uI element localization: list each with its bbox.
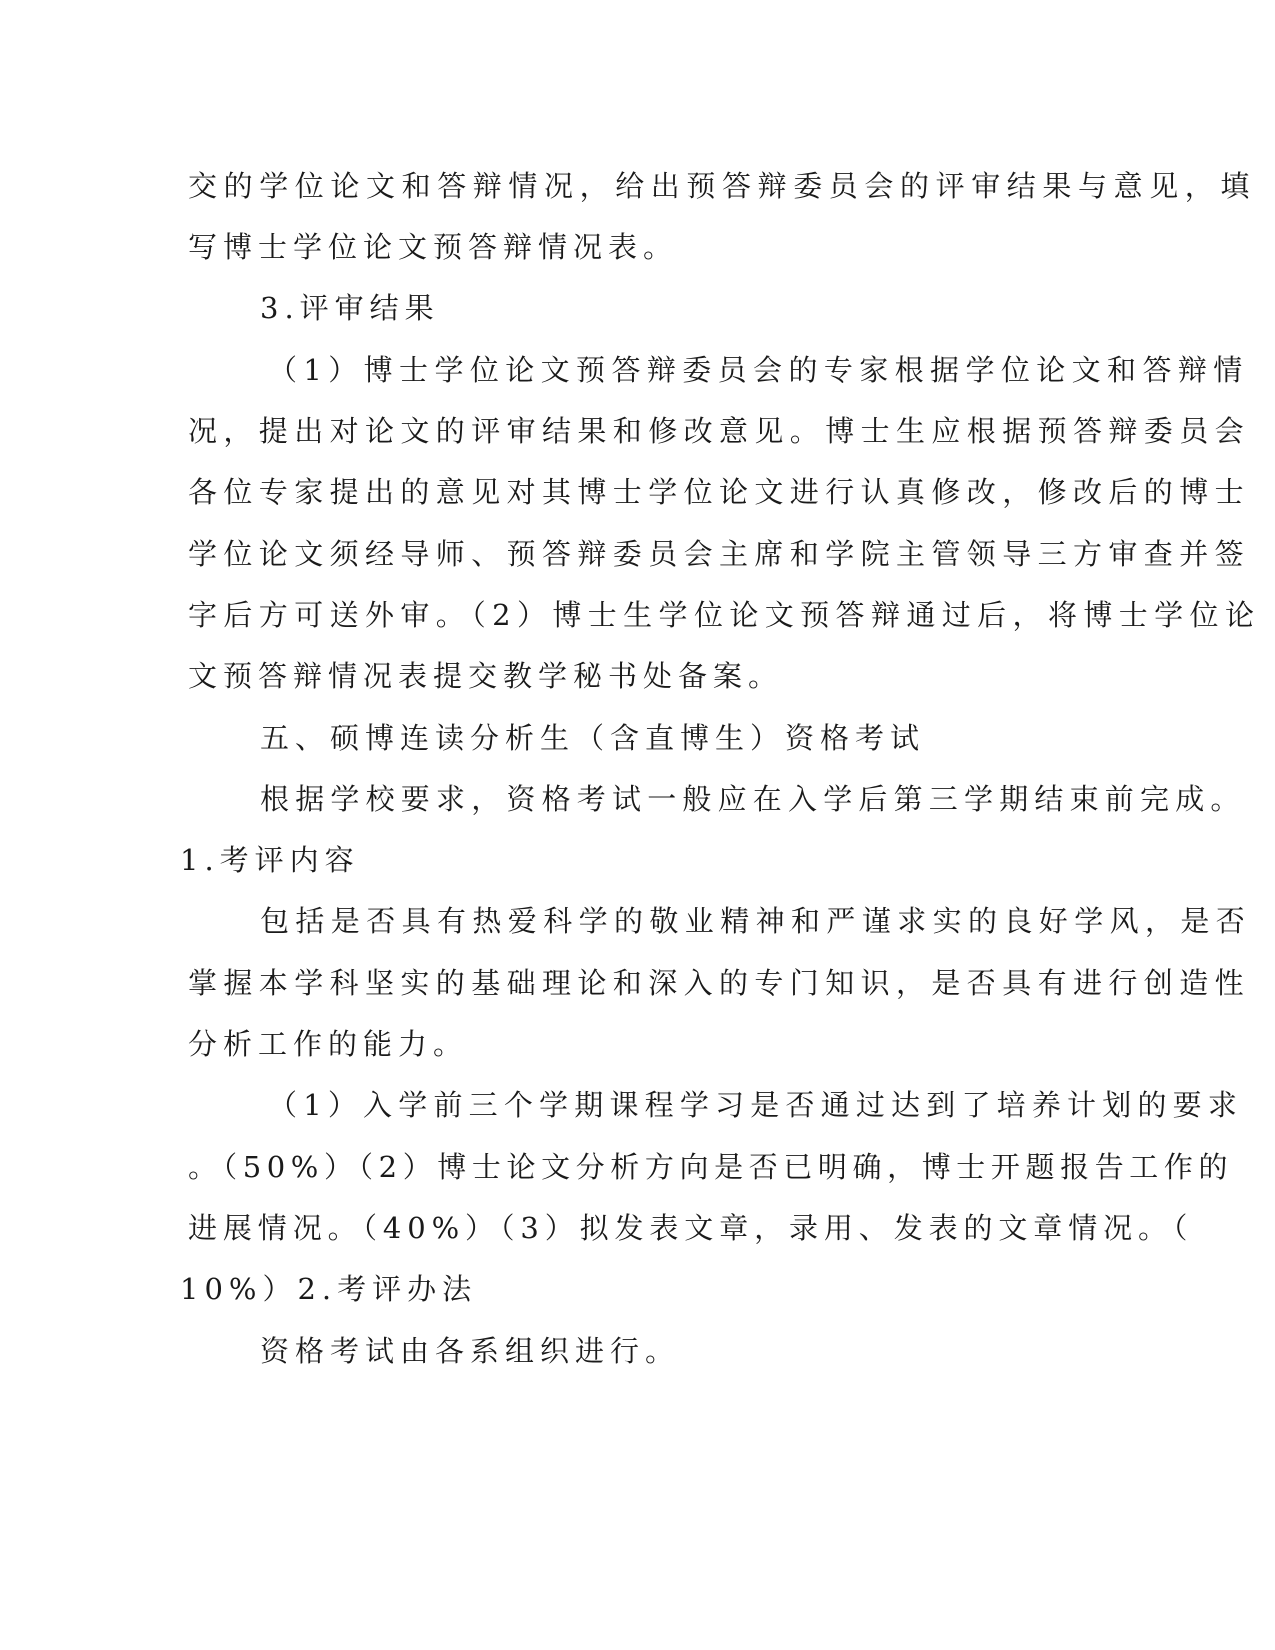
paragraph-line: 资格考试由各系组织进行。 — [260, 1334, 681, 1368]
paragraph-line: 各位专家提出的意见对其博士学位论文进行认真修改，修改后的博士 — [188, 475, 1251, 509]
paragraph-line: 字后方可送外审。（2）博士生学位论文预答辩通过后，将博士学位论 — [188, 598, 1261, 632]
section-heading: 五、硕博连读分析生（含直博生）资格考试 — [260, 721, 926, 755]
paragraph-line: 分析工作的能力。 — [188, 1027, 469, 1061]
paragraph-line: 掌握本学科坚实的基础理论和深入的专门知识，是否具有进行创造性 — [188, 966, 1251, 1000]
paragraph-line: （1）入学前三个学期课程学习是否通过达到了培养计划的要求 — [268, 1088, 1244, 1122]
paragraph-line: 交的学位论文和答辩情况，给出预答辩委员会的评审结果与意见，填 — [188, 169, 1257, 203]
section-heading: 1.考评内容 — [180, 843, 360, 877]
paragraph-line: 进展情况。（40%）（3）拟发表文章，录用、发表的文章情况。（ — [188, 1211, 1194, 1245]
paragraph-line: 况，提出对论文的评审结果和修改意见。博士生应根据预答辩委员会 — [188, 414, 1251, 448]
paragraph-line: 。（50%）（2）博士论文分析方向是否已明确，博士开题报告工作的 — [188, 1150, 1234, 1184]
paragraph-line: 包括是否具有热爱科学的敬业精神和严谨求实的良好学风，是否 — [260, 904, 1252, 938]
paragraph-line: 写博士学位论文预答辩情况表。 — [188, 230, 679, 264]
paragraph-line: 10%）2.考评办法 — [180, 1272, 478, 1306]
paragraph-line: 文预答辩情况表提交教学秘书处备案。 — [188, 659, 784, 693]
paragraph-line: （1）博士学位论文预答辩委员会的专家根据学位论文和答辩情 — [268, 353, 1249, 387]
paragraph-line: 学位论文须经导师、预答辩委员会主席和学院主管领导三方审查并签 — [188, 537, 1251, 571]
section-heading: 3.评审结果 — [260, 291, 440, 325]
paragraph-line: 根据学校要求，资格考试一般应在入学后第三学期结束前完成。 — [260, 782, 1246, 816]
